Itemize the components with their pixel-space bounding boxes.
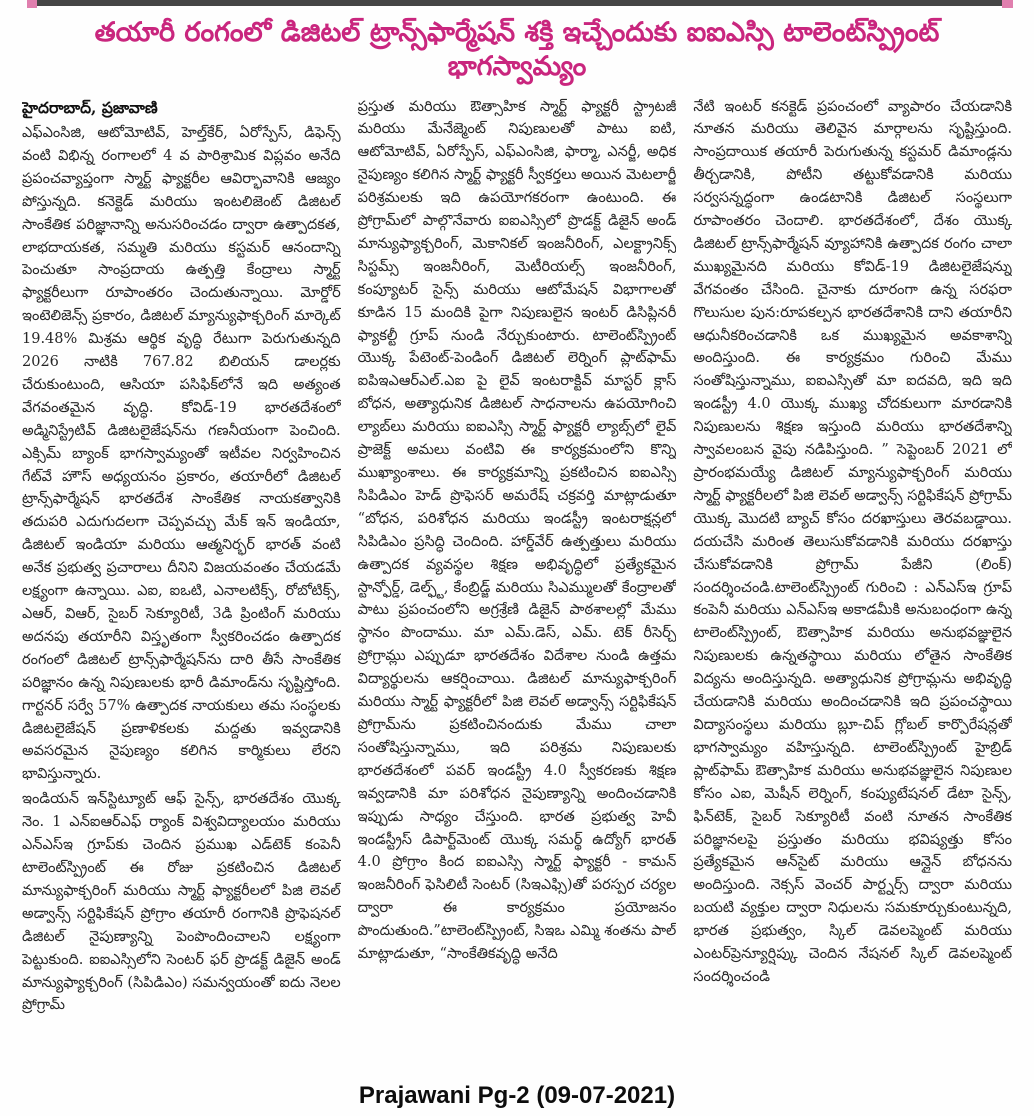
paragraph: ప్రస్తుత మరియు ఔత్సాహిక స్మార్ట్ ఫ్యాక్టరీ స్ట్రాటజీ మరియు మేనేజ్మెంట్ నిపుణులతో పాటు ఐటి, ఆటోమోటివ్, ఏరోస్పేస్, ఎఫ్ఎంసిజి, ఫార్మా, ఎనర్జీ, అధిక నైపుణ్యం కలిగిన స్మార్ట్ ఫ్యాక్టరీ స్వీకర్తలు అయిన మెటలార్జీ పరిశ్రమలకు ఇది ఉపయోగకరంగా ఉంటుంది. ఈ ప్రోగ్రామ్‌లో పాల్గొనేవారు ఐఐఎస్సిలో ప్రొడక్ట్ డిజైన్ అండ్ మాన్యుఫ్యాక్చరింగ్, మెకానికల్ ఇంజనీరింగ్, ఎలక్ట్రానిక్స్ సిస్టమ్స్ ఇంజనీరింగ్, మెటీరియల్స్ ఇంజనీరింగ్, కంప్యూటర్ సైన్స్ మరియు ఆటోమేషన్ విభాగాలతో కూడిన 15 మందికి పైగా నిపుణులైన ఇంటర్ డిసిప్లినరీ ఫ్యాకల్టీ గ్రూప్ నుండి నేర్చుకుంటారు. టాలెంట్‌స్ప్రింట్ యొక్క పేటెంట్-పెండింగ్ డిజిటల్ లెర్నింగ్ ప్లాట్‌ఫామ్ ఐపిఇఎఆర్ఎల్.ఎఐ పై లైవ్ ఇంటరాక్టివ్ మాస్టర్ క్లాస్ బోధన, అత్యాధునిక డిజిటల్ సాధనాలను ఉపయోగించి ల్యాబ్‌లు మరియు ఐఐఎస్సి స్మార్ట్ ఫ్యాక్టరీ ల్యాబ్స్‌లో లైవ్ ప్రాజెక్ట్ అమలు వంటివి ఈ కార్యక్రమంలోని కొన్ని ముఖ్యాంశాలు. ఈ కార్యక్రమాన్ని ప్రకటించిన ఐఐఎస్సి సిపిడిఎం హెడ్ ప్రొఫెసర్ అమరేష్ చక్రవర్తి మాట్లాడుతూ “బోధన, పరిశోధన మరియు ఇండస్ట్రీ ఇంటరాక్షన్లలో సిపిడిఎం ప్రసిద్ధి చెందింది. హార్డ్‌వేర్ ఉత్పత్తులు మరియు ఉత్పాదక వ్యవస్థల శిక్షణ అభివృద్ధిలో ప్రత్యేకమైన స్టాన్ఫోర్డ్, డెల్ఫ్ట్, కేంబ్రిడ్జ్ మరియు సిఎమ్ములతో కేంద్రాలతో పాటు ప్రపంచంలోని అగ్రశ్రేణి డిజైన్ పాఠశాలల్లో మేము స్థానం పొందాము. మా ఎమ్.డెస్, ఎమ్. టెక్ రీసెర్చ్ ప్రోగ్రామ్లు ఎప్పుడూ భారతదేశం విదేశాల నుండి ఉత్తమ విద్యార్థులను ఆకర్షించాయి. డిజిటల్ మాన్యుఫాక్చరింగ్ మరియు స్మార్ట్ ఫ్యాక్టరీలో పిజి లెవల్ అడ్వాన్స్ సర్టిఫికేషన్ ప్రోగ్రామ్‌ను ప్రకటించినందుకు మేము చాలా సంతోషిస్తున్నాము, ఇది పరిశ్రమ నిపుణులకు భారతదేశంలో పవర్ ఇండస్ట్రీ 4.0 స్వీకరణకు శిక్షణ ఇవ్వడానికి మా పరిశోధన నైపుణ్యాన్ని అందించడానికి ఇప్పుడు సాధ్యం చేస్తుంది. భారత ప్రభుత్వ హెవీ ఇండస్ట్రీస్ డిపార్ట్‌మెంట్ యొక్క సమర్థ్ ఉద్యోగ్ భారత్ 4.0 ప్రోగ్రాం కింద ఐఐఎస్సి స్మార్ట్ ఫ్యాక్టరీ - కామన్ ఇంజనీరింగ్ ఫెసిలిటీ సెంటర్ (సిఇఎఫ్సి)తో పరస్పర చర్యల ద్వారా ఈ కార్యక్రమం ప్రయోజనం పొందుతుంది.”టాలెంట్‌స్ప్రింట్, సిఇఒ ఎమ్మి శంతను పాల్ మాట్లాడుతూ, “సాంకేతికవృద్ధి అనేది (357, 98, 677, 963)
article-headline: తయారీ రంగంలో డిజిటల్ ట్రాన్స్‌ఫార్మేషన్ శక్తి ఇచ్చేందుకు ఐఐఎస్సి టాలెంట్‌స్ప్రింట్ భాగస్వామ్యం (94, 17, 940, 82)
scan-artifact-bar (34, 0, 1010, 6)
paragraph: ఇండియన్ ఇన్‌స్టిట్యూట్ ఆఫ్ సైన్స్, భారతదేశం యొక్క నెం. 1 ఎన్ఐఆర్ఎఫ్ ర్యాంక్ విశ్వవిద్యాలయం మరియు ఎన్ఎస్ఇ గ్రూప్‌కు చెందిన ప్రముఖ ఎడ్‌టెక్ కంపెనీ టాలెంట్‌స్ప్రింట్ ఈ రోజు ప్రకటించిన డిజిటల్ మాన్యుఫాక్చరింగ్ మరియు స్మార్ట్ ఫ్యాక్టరీలలో పిజి లెవల్ అడ్వాన్స్ సర్టిఫికేషన్ ప్రోగ్రాం తయారీ రంగానికి ప్రొఫెషనల్ డిజిటల్ నైపుణ్యాన్ని పెంపొందించాలని లక్ష్యంగా పెట్టుకుంది. ఐఐఎస్సిలోని సెంటర్ ఫర్ ప్రొడక్ట్ డిజైన్ అండ్ మాన్యుఫ్యాక్చరింగ్ (సిపిడిఎం) సమన్వయంతో ఐదు నెలల ప్రోగ్రామ్ (22, 791, 341, 1014)
crop-mark-right (1002, 0, 1013, 8)
article-column-1 (22, 96, 341, 1080)
source-caption: Prajawani Pg-2 (09-07-2021) (358, 1082, 676, 1109)
article-body (0, 90, 1034, 1080)
article-column-2 (358, 96, 677, 1080)
dateline: హైదరాబాద్, ప్రజావాణి (22, 97, 158, 117)
paragraph: నేటి ఇంటర్ కనక్టెడ్ ప్రపంచంలో వ్యాపారం చేయడానికి నూతన మరియు తెలివైన మార్గాలను సృష్టిస్తుంది. సాంప్రదాయిక తయారీ పెరుగుతున్న కస్టమర్ డిమాండ్లను తీర్చడానికి, పోటీని తట్టుకోవడానికి మరియు సర్వసన్నద్ధంగా ఉండటానికి డిజిటల్ సంస్థలుగా రూపాంతరం చెందాలి. భారతదేశంలో, దేశం యొక్క డిజిటల్ ట్రాన్స్‌ఫార్మేషన్ వ్యూహానికి ఉత్పాదక రంగం చాలా ముఖ్యమైనది మరియు కోవిడ్-19 డిజిటలైజేషన్ను వేగవంతం చేసింది. చైనాకు దూరంగా ఉన్న సరఫరా గొలుసుల పున:రూపకల్పన భారతదేశానికి దాని తయారీని ఆధునీకరించడానికి ఒక ముఖ్యమైన అవకాశాన్ని అందిస్తుంది. ఈ కార్యక్రమం గురించి మేము సంతోషిస్తున్నాము, ఐఐఎస్సితో మా ఐదవది, ఇది ఇది ఇండస్ట్రీ 4.0 యొక్క ముఖ్య చోదకులుగా మారడానికి నిపుణులను శిక్షణ ఇస్తుంది మరియు భారతదేశాన్ని స్వావలంబన వైపు నడిపిస్తుంది. ” సెప్టెంబర్ 2021 లో ప్రారంభమయ్యే డిజిటల్ మ్యాన్యుఫాక్చరింగ్ మరియు స్మార్ట్ ఫ్యాక్టరీలలో పిజి లెవల్ అడ్వాన్స్ సర్టిఫికేషన్ ప్రోగ్రామ్ యొక్క మొదటి బ్యాచ్ కోసం దరఖాస్తులు తెరవబడ్డాయి. దయచేసి మరింత తెలుసుకోవడానికి మరియు దరఖాస్తు చేసుకోవడానికి ప్రోగ్రామ్ పేజీని (లింక్) సందర్శించండి.టాలెంట్‌స్ప్రింట్ గురించి : ఎన్ఎస్ఇ గ్రూప్ కంపెనీ మరియు ఎన్ఎస్ఇ అకాడమీకి అనుబంధంగా ఉన్న టాలెంట్‌స్ప్రింట్, ఔత్సాహిక మరియు అనుభవజ్ఞులైన నిపుణులకు ఉన్నతస్థాయి మరియు లోతైన సాంకేతిక విద్యను అందిస్తున్నది. అత్యాధునిక ప్రోగ్రామ్లను అభివృద్ధి చేయడానికి మరియు అందించడానికి ఇది ప్రపంచస్థాయి విద్యాసంస్థలు మరియు బ్లూ-చిప్ గ్లోబల్ కార్పొరేషన్లతో భాగస్వామ్యం వహిస్తున్నది. టాలెంట్‌స్ప్రింట్ హైబ్రిడ్ ప్లాట్‌ఫామ్ ఔత్సాహిక మరియు అనుభవజ్ఞులైన నిపుణుల కోసం ఎఐ, మెషీన్ లెర్నింగ్, కంప్యుటేషనల్ డేటా సైన్స్, ఫిన్‌టెక్, సైబర్ సెక్యూరిటీ వంటి నూతన సాంకేతిక పరిజ్ఞానలపై ప్రస్తుతం మరియు భవిష్యత్తు కోసం ప్రత్యేకమైన ఆన్‌సైట్ మరియు ఆన్లైన్ బోధనను అందిస్తుంది. నెక్సస్ వెంచర్ పార్ట్నర్స్ ద్వారా మరియు బయటి వ్యక్తుల ద్వారా నిధులను సమకూర్చుకుంటున్నది, భారత ప్రభుత్వం, స్కిల్ డెవలప్మెంట్ మరియు ఎంటర్‌ప్రెన్యూర్షిప్కు చెందిన నేషనల్ స్కిల్ డెవలప్మెంట్ సందర్శించండి (693, 98, 1013, 985)
article-column-3 (693, 96, 1012, 1080)
crop-mark-left (27, 0, 37, 8)
paragraph: ఎఫ్ఎంసిజి, ఆటోమోటివ్, హెల్త్‌కేర్, ఏరోస్పేస్, డిఫెన్స్ వంటి విభిన్న రంగాలలో 4 వ పారిశ్రామిక విప్లవం అనేది ప్రపంచవ్యాప్తంగా స్మార్ట్ ఫ్యాక్టరీల ఆవిర్భావానికి ఆజ్యం పోస్తున్నది. కనెక్టెడ్ మరియు ఇంటలిజెంట్ డిజిటల్ సాంకేతిక పరిజ్ఞానాన్ని అనుసరించడం ద్వారా ఉత్పాదకత, లాభదాయకత, సమ్మతి మరియు కస్టమర్ ఆనందాన్ని పెంచుతూ సాంప్రదాయ ఉత్పత్తి కేంద్రాలు స్మార్ట్ ఫ్యాక్టరీలుగా రూపాంతరం చెందుతున్నాయి. మోర్డోర్ ఇంటెలిజెన్స్ ప్రకారం, డిజిటల్ మ్యాన్యుఫాక్చరింగ్ మార్కెట్ 19.48% మిశ్రమ ఆర్థిక వృద్ధి రేటుగా పెరుగుతున్నది 2026 నాటికి 767.82 బిలియన్ డాలర్లకు చేరుకుంటుంది, ఆసియా పసిఫిక్‌లోనే ఇది అత్యంత వేగవంతమైన వృద్ధి. కోవిడ్-19 భారతదేశంలో అడ్మినిస్ట్రేటివ్ డిజిటలైజేషన్‌ను గణనీయంగా పెంచింది. ఎక్సిమ్ బ్యాంక్ భాగస్వామ్యంతో ఇటీవల నిర్వహించిన గేట్‌వే హౌస్ అధ్యయనం ప్రకారం, తయారీలో డిజిటల్ ట్రాన్స్‌ఫార్మేషన్ భారతదేశ సాంకేతిక నాయకత్వానికి తదుపరి ఎదుగుదలగా చెప్పవచ్చు మేక్ ఇన్ ఇండియా, డిజిటల్ ఇండియా మరియు ఆత్మనిర్భర్ భారత్ వంటి అనేక ప్రభుత్వ ప్రచారాలు దీనిని విజయవంతం చేయడమే లక్ష్యంగా ఉన్నాయి. ఎఐ, ఐఒటి, ఎనాలటిక్స్, రోబోటిక్స్, ఎఆర్, విఆర్, సైబర్ సెక్యూరిటీ, 3డి ప్రింటింగ్ మరియు అదనపు తయారీని విస్తృతంగా స్వీకరించడం ఉత్పాదక రంగంలో డిజిటల్ ట్రాన్స్‌ఫార్మేషన్‌ను దారి తీసే సాంకేతిక పరిజ్ఞానం ఉన్న నిపుణులకు భారీ డిమాండ్‌ను సృష్టిస్తోంది. గార్టనర్ సర్వే 57% ఉత్పాదక నాయకులు తమ సంస్థలకు డిజిటలైజేషన్ ప్రణాళికలకు మద్దతు ఇవ్వడానికి అవసరమైన నైపుణ్యం కలిగిన కార్మికులు లేరని భావిస్తున్నారు. (22, 124, 341, 783)
